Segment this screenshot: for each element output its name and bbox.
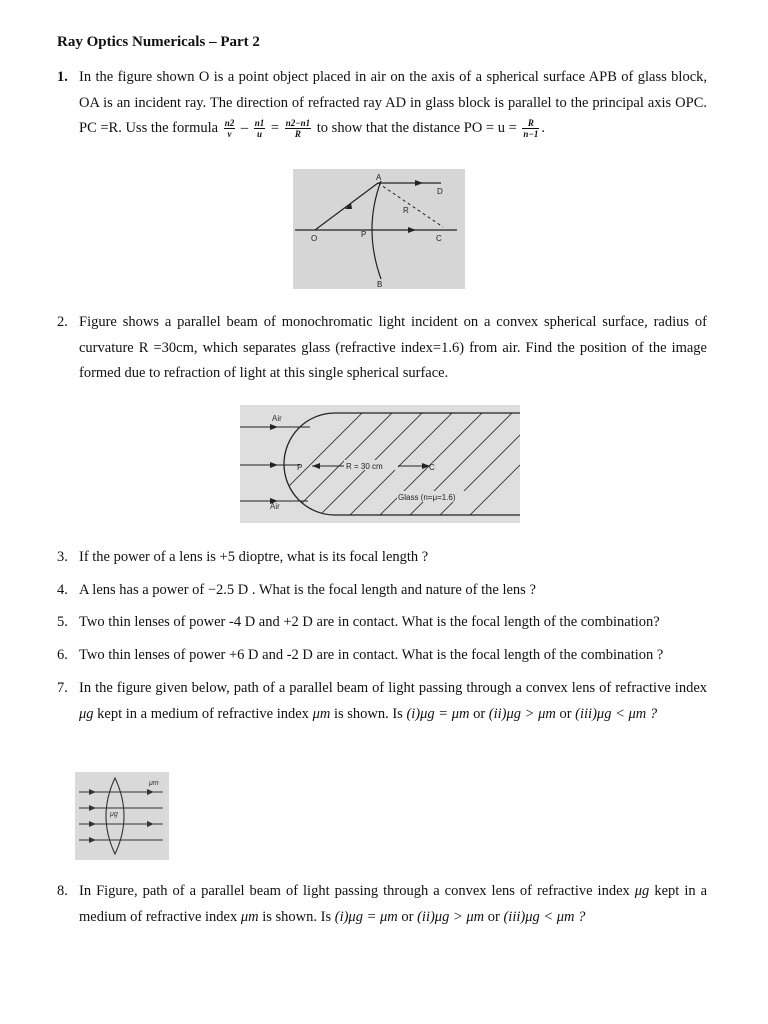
page-title: Ray Optics Numericals – Part 2: [57, 34, 260, 50]
q7-text: kept in a medium of refractive index: [97, 705, 309, 722]
option-equal: (i)μg = μm: [406, 705, 470, 722]
formula-fraction: $\frac{R}{n-1}$: [523, 118, 539, 140]
minus-sign: –: [240, 120, 249, 136]
figure-1-refraction-diagram: [293, 169, 465, 289]
label-b: B: [377, 280, 383, 289]
q3-text: If the power of a lens is +5 dioptre, what is its focal length ?: [79, 549, 429, 565]
q8-line1: In Figure, path of a parallel beam of light passing through a convex lens of refractive index: [79, 883, 630, 899]
or-text: or: [559, 705, 572, 722]
option-less: (iii)μg < μm ?: [503, 908, 586, 925]
option-equal: (i)μg = μm: [334, 908, 398, 925]
q8-text: kept: [654, 883, 680, 899]
formula-fraction: $\frac{n2-n1}{R}$: [285, 118, 311, 140]
q8-text: is shown. Is: [262, 908, 332, 925]
mu-g-symbol: μg: [634, 883, 650, 899]
formula-fraction: $\frac{n1}{u}$: [254, 118, 265, 140]
q1-line3-start: axis OPC. PC =R. Uss the formula: [79, 94, 707, 136]
label-air-top: Air: [272, 414, 282, 423]
label-p: P: [297, 463, 303, 472]
label-air-bottom: Air: [270, 502, 280, 511]
mu-m-symbol: μm: [240, 908, 259, 925]
question-number: 2.: [57, 314, 68, 330]
label-o: O: [311, 234, 318, 243]
question-number: 8.: [57, 883, 68, 899]
formula-fraction: $\frac{n2}{v}$: [224, 118, 235, 140]
question-6: [57, 643, 707, 669]
q1-line3-mid: to show that the distance PO = u =: [316, 120, 517, 136]
mu-g-symbol: μg: [79, 705, 94, 722]
equals-sign: =: [270, 120, 280, 136]
q1-line2: block, OA is an incident ray. The direction of refracted ray AD in glass block is parallel to the principal: [79, 69, 708, 111]
label-mu-g: μg: [110, 811, 118, 818]
question-number: 6.: [57, 647, 68, 663]
question-1: 1. In the figure shown O is a point object placed in air on the axis of a spherical surface APB of glass block, OA is an incident ray. The direction of refracted ray AD in glass block is parallel to the principal axis OPC. PC =R. Uss the formula $\frac{n2}{v}$ – $\frac{n1}{u}$ = $\frac{n2-n1}{R}$ to show that the distance PO = u = $\frac{R}{n-1}$ .: [57, 65, 707, 142]
or-text: or: [473, 705, 486, 722]
q4-text: A lens has a power of −2.5 D . What is the focal length and nature of the lens ?: [79, 582, 536, 598]
or-text: or: [401, 908, 414, 925]
label-c: C: [429, 463, 435, 472]
q7-text: is shown. Is: [333, 705, 403, 722]
question-4: [57, 578, 707, 604]
label-p: P: [361, 230, 367, 239]
question-5: [57, 610, 707, 636]
figure-2-spherical-surface: [240, 405, 520, 523]
question-2: [57, 310, 707, 387]
question-8: [57, 879, 707, 930]
question-number: 1.: [57, 69, 68, 85]
figure-3-convex-lens: [75, 772, 169, 860]
q7-line1: In the figure given below, path of a parallel beam of light passing through a convex lens of refractive: [79, 680, 671, 696]
question-3: [57, 545, 707, 571]
or-text: or: [487, 908, 500, 925]
question-number: 4.: [57, 582, 68, 598]
label-d: D: [437, 187, 443, 196]
q7-text: index: [674, 680, 708, 696]
q8-text: in a medium of refractive index: [79, 883, 708, 925]
question-7: [57, 676, 707, 727]
label-glass: Glass (n=μ=1.6): [398, 493, 456, 502]
q5-text: Two thin lenses of power -4 D and +2 D are in contact. What is the focal length of the combination?: [79, 614, 660, 630]
option-greater: (ii)μg > μm: [488, 705, 556, 722]
label-c: C: [436, 234, 442, 243]
question-number: 5.: [57, 614, 68, 630]
label-a: A: [376, 173, 382, 182]
q6-text: Two thin lenses of power +6 D and -2 D are in contact. What is the focal length of the combination ?: [79, 647, 664, 663]
q2-line1: Figure shows a parallel beam of monochromatic light incident on a convex spherical surface, radius: [79, 314, 690, 330]
question-number: 3.: [57, 549, 68, 565]
q2-line2: of curvature R =30cm, which separates glass (refractive index=1.6) from air. Find the position of the: [79, 314, 708, 356]
mu-m-symbol: μm: [312, 705, 331, 722]
question-number: 7.: [57, 680, 68, 696]
option-less: (iii)μg < μm ?: [575, 705, 658, 722]
label-radius: R = 30 cm: [346, 462, 383, 471]
q2-line3: image formed due to refraction of light at this single spherical surface.: [79, 339, 707, 381]
label-r: R: [403, 206, 409, 215]
q1-line1: In the figure shown O is a point object placed in air on the axis of a spherical surface APB of glass: [79, 69, 667, 85]
label-mu-m: μm: [149, 780, 159, 787]
option-greater: (ii)μg > μm: [417, 908, 485, 925]
